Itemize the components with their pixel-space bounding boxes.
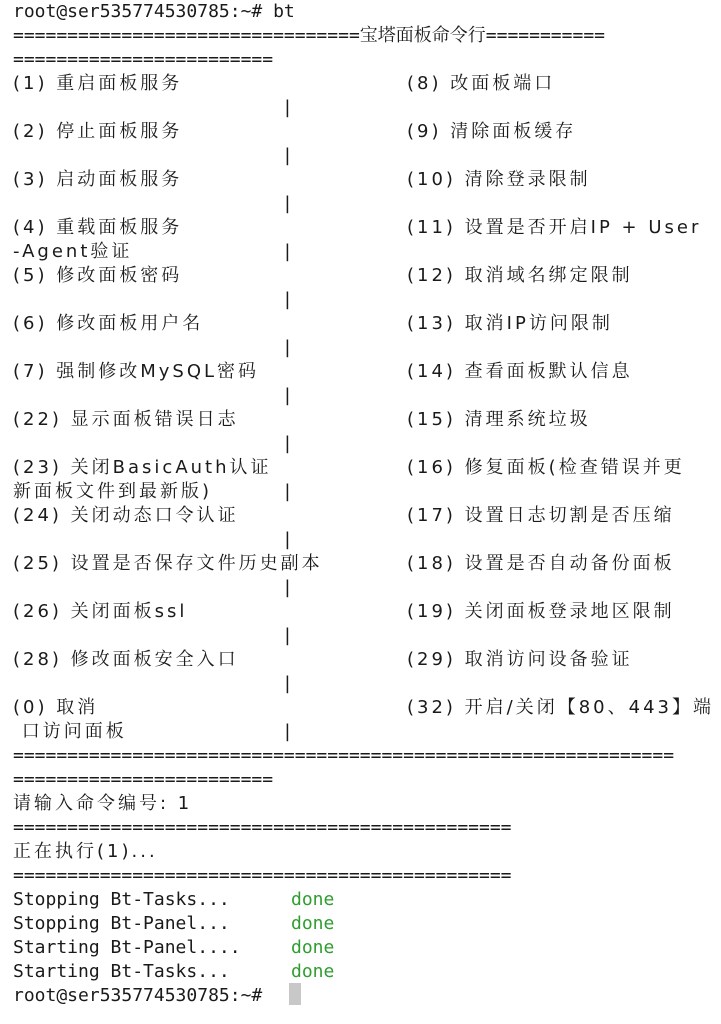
menu-item-right: (32) 开启/关闭【80、443】端 bbox=[407, 697, 714, 718]
column-separator: | bbox=[282, 577, 293, 598]
menu-item-left: (5) 修改面板密码 bbox=[13, 265, 183, 286]
divider-rule-2: ============================================== bbox=[13, 865, 512, 886]
column-separator: | bbox=[282, 433, 293, 454]
menu-item-left: (3) 启动面板服务 bbox=[13, 169, 183, 190]
menu-item-right: (12) 取消域名绑定限制 bbox=[407, 265, 633, 286]
menu-item-left-continuation: 口访问面板 bbox=[13, 721, 127, 742]
step-label: Stopping Bt-Panel... bbox=[13, 913, 230, 934]
menu-title-rule: ================================宝塔面板命令行=========== bbox=[13, 25, 605, 46]
menu-item-right: (13) 取消IP访问限制 bbox=[407, 313, 613, 334]
menu-item-right: (19) 关闭面板登录地区限制 bbox=[407, 601, 675, 622]
menu-item-right: (8) 改面板端口 bbox=[407, 73, 556, 94]
bottom-rule: ============================================================= bbox=[13, 745, 675, 766]
menu-item-right: (17) 设置日志切割是否压缩 bbox=[407, 505, 675, 526]
step-label: Starting Bt-Tasks... bbox=[13, 961, 230, 982]
menu-item-left: (28) 修改面板安全入口 bbox=[13, 649, 239, 670]
column-separator: | bbox=[282, 529, 293, 550]
menu-item-left: (24) 关闭动态口令认证 bbox=[13, 505, 239, 526]
column-separator: | bbox=[282, 289, 293, 310]
menu-item-left: (4) 重载面板服务 bbox=[13, 217, 183, 238]
column-separator: | bbox=[282, 481, 293, 502]
column-separator: | bbox=[282, 241, 293, 262]
column-separator: | bbox=[282, 97, 293, 118]
menu-item-left-continuation: -Agent验证 bbox=[13, 241, 133, 262]
menu-item-left: (25) 设置是否保存文件历史副本 bbox=[13, 553, 323, 574]
menu-item-right: (29) 取消访问设备验证 bbox=[407, 649, 633, 670]
menu-item-left: (2) 停止面板服务 bbox=[13, 121, 183, 142]
bottom-rule-cont: ======================== bbox=[13, 769, 274, 790]
menu-title-rule-cont: ======================== bbox=[13, 49, 274, 70]
command-prompt-line: root@ser535774530785:~# bt bbox=[13, 1, 295, 22]
input-prompt: 请输入命令编号: 1 bbox=[13, 793, 193, 814]
menu-item-left: (23) 关闭BasicAuth认证 bbox=[13, 457, 272, 478]
step-label: Stopping Bt-Tasks... bbox=[13, 889, 230, 910]
menu-item-left: (1) 重启面板服务 bbox=[13, 73, 183, 94]
divider-rule: ============================================== bbox=[13, 817, 512, 838]
column-separator: | bbox=[282, 625, 293, 646]
menu-item-right: (14) 查看面板默认信息 bbox=[407, 361, 633, 382]
column-separator: | bbox=[282, 673, 293, 694]
column-separator: | bbox=[282, 385, 293, 406]
menu-item-right: (16) 修复面板(检查错误并更 bbox=[407, 457, 685, 478]
step-status-done: done bbox=[291, 961, 335, 982]
column-separator: | bbox=[282, 145, 293, 166]
step-status-done: done bbox=[291, 913, 335, 934]
menu-item-left: (0) 取消 bbox=[13, 697, 99, 718]
column-separator: | bbox=[282, 193, 293, 214]
menu-item-left: (22) 显示面板错误日志 bbox=[13, 409, 239, 430]
menu-item-right: (15) 清理系统垃圾 bbox=[407, 409, 591, 430]
menu-item-left: (7) 强制修改MySQL密码 bbox=[13, 361, 260, 382]
menu-item-left: (6) 修改面板用户名 bbox=[13, 313, 204, 334]
menu-item-right: (9) 清除面板缓存 bbox=[407, 121, 577, 142]
text-cursor[interactable] bbox=[289, 983, 301, 1005]
column-separator: | bbox=[282, 721, 293, 742]
executing-status: 正在执行(1)... bbox=[13, 841, 158, 862]
column-separator: | bbox=[282, 337, 293, 358]
menu-item-left-continuation: 新面板文件到最新版) bbox=[13, 481, 213, 502]
command-prompt-bottom: root@ser535774530785:~# bbox=[13, 985, 263, 1006]
step-status-done: done bbox=[291, 889, 335, 910]
step-label: Starting Bt-Panel.... bbox=[13, 937, 241, 958]
menu-item-right: (18) 设置是否自动备份面板 bbox=[407, 553, 675, 574]
menu-item-right: (10) 清除登录限制 bbox=[407, 169, 591, 190]
step-status-done: done bbox=[291, 937, 335, 958]
menu-item-left: (26) 关闭面板ssl bbox=[13, 601, 188, 622]
menu-item-right: (11) 设置是否开启IP + User bbox=[407, 217, 702, 238]
